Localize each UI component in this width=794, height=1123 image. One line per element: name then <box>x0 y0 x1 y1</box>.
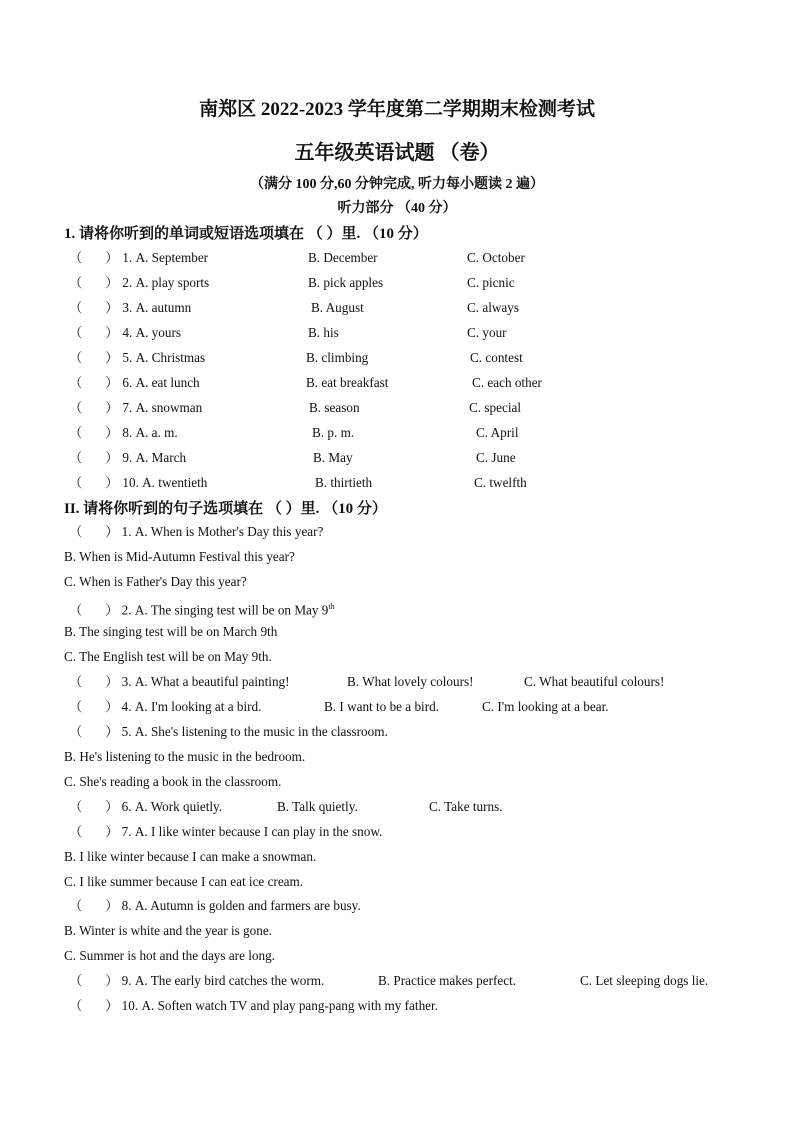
q2-2-option-c: C. The English test will be on May 9th. <box>64 649 272 664</box>
exam-subtitle: 五年级英语试题 （卷） <box>294 142 500 164</box>
q1-8-line <box>69 423 769 443</box>
answer-paren-open: （ <box>69 824 83 839</box>
q2-10-option-a: 10. A. Soften watch TV and play pang-pang with my father. <box>121 998 438 1013</box>
q2-2-line <box>69 597 335 617</box>
q1-option-b: B. eat breakfast <box>306 375 389 390</box>
q2-6-line <box>69 797 769 817</box>
answer-paren-open: （ <box>69 699 83 714</box>
answer-paren-close: ） <box>105 724 119 739</box>
q1-option-c: C. special <box>469 400 522 415</box>
q2-5-line <box>69 722 388 742</box>
answer-paren-open: （ <box>69 898 83 913</box>
q1-option-a: 8. A. a. m. <box>122 425 178 440</box>
q2-1-option-c: C. When is Father's Day this year? <box>64 574 247 589</box>
q2-7-line <box>69 822 382 842</box>
q1-2-line <box>69 273 769 293</box>
q2-9-option-c: C. Let sleeping dogs lie. <box>580 973 709 988</box>
q1-option-a: 2. A. play sports <box>122 275 210 290</box>
q2-8-option-a: 8. A. Autumn is golden and farmers are busy. <box>121 898 361 913</box>
answer-paren-open: （ <box>69 350 83 365</box>
q1-option-c: C. October <box>467 250 525 265</box>
q2-7-option-c: C. I like summer because I can eat ice cream. <box>64 874 304 889</box>
q1-option-a: 10. A. twentieth <box>122 475 208 490</box>
q2-8-option-b: B. Winter is white and the year is gone. <box>64 923 272 938</box>
q2-1-option-a: 1. A. When is Mother's Day this year? <box>121 524 324 539</box>
answer-paren-close: ） <box>105 799 119 814</box>
q1-option-b: B. December <box>308 250 378 265</box>
q2-6-option-c: C. Take turns. <box>429 799 503 814</box>
q2-5-option-c: C. She's reading a book in the classroom. <box>64 774 282 789</box>
exam-title: 南郑区 2022-2023 学年度第二学期期末检测考试 <box>199 99 595 120</box>
q2-9-line <box>69 971 769 991</box>
q2-4-option-c: C. I'm looking at a bear. <box>482 699 609 714</box>
answer-paren-close: ） <box>105 475 119 490</box>
q2-3-option-c: C. What beautiful colours! <box>524 674 665 689</box>
q2-4-line <box>69 697 769 717</box>
q2-3-option-a: 3. A. What a beautiful painting! <box>121 674 290 689</box>
answer-paren-open: （ <box>69 325 83 340</box>
q2-1-option-b: B. When is Mid-Autumn Festival this year? <box>64 549 295 564</box>
q1-6-line <box>69 373 769 393</box>
q1-option-c: C. twelfth <box>474 475 527 490</box>
q2-9-option-b: B. Practice makes perfect. <box>378 973 517 988</box>
section-2-heading: II. 请将你听到的句子选项填在 （ ）里. （10 分） <box>64 501 387 517</box>
q2-5-option-b: B. He's listening to the music in the bedroom. <box>64 749 306 764</box>
q1-7-line <box>69 398 769 418</box>
answer-paren-open: （ <box>69 250 83 265</box>
q1-option-b: B. season <box>309 400 360 415</box>
answer-paren-open: （ <box>69 998 83 1013</box>
answer-paren-close: ） <box>105 250 119 265</box>
answer-paren-open: （ <box>69 602 83 618</box>
q1-option-c: C. your <box>467 325 507 340</box>
q1-option-a: 7. A. snowman <box>122 400 203 415</box>
q2-10-line <box>69 996 438 1016</box>
q1-option-b: B. climbing <box>306 350 369 365</box>
q2-2-option-a: 2. A. The singing test will be on May 9 <box>121 602 329 618</box>
answer-paren-close: ） <box>105 998 119 1013</box>
q1-option-b: B. thirtieth <box>315 475 373 490</box>
answer-paren-open: （ <box>69 275 83 290</box>
answer-paren-open: （ <box>69 724 83 739</box>
answer-paren-close: ） <box>105 602 119 618</box>
q2-7-option-a: 7. A. I like winter because I can play in the snow. <box>121 824 383 839</box>
q1-option-a: 1. A. September <box>122 250 209 265</box>
q1-9-line <box>69 448 769 468</box>
answer-paren-open: （ <box>69 524 83 539</box>
q1-10-line <box>69 473 769 493</box>
q1-option-b: B. May <box>313 450 353 465</box>
answer-paren-close: ） <box>105 275 119 290</box>
answer-paren-open: （ <box>69 450 83 465</box>
q1-option-a: 9. A. March <box>122 450 187 465</box>
answer-paren-close: ） <box>105 699 119 714</box>
answer-paren-close: ） <box>105 524 119 539</box>
answer-paren-open: （ <box>69 300 83 315</box>
q1-4-line <box>69 323 769 343</box>
answer-paren-open: （ <box>69 400 83 415</box>
answer-paren-close: ） <box>105 450 119 465</box>
q1-1-line <box>69 248 769 268</box>
q1-option-c: C. contest <box>470 350 523 365</box>
answer-paren-close: ） <box>105 400 119 415</box>
q1-option-c: C. each other <box>472 375 542 390</box>
q1-option-c: C. always <box>467 300 520 315</box>
q2-7-option-b: B. I like winter because I can make a snowman. <box>64 849 317 864</box>
q2-9-option-a: 9. A. The early bird catches the worm. <box>121 973 325 988</box>
q2-3-line <box>69 672 769 692</box>
q2-6-option-b: B. Talk quietly. <box>277 799 358 814</box>
answer-paren-close: ） <box>105 300 119 315</box>
answer-paren-close: ） <box>105 824 119 839</box>
answer-paren-open: （ <box>69 475 83 490</box>
ordinal-superscript: th <box>328 602 335 611</box>
q2-2-option-b: B. The singing test will be on March 9th <box>64 624 278 639</box>
q1-option-a: 6. A. eat lunch <box>122 375 200 390</box>
q2-8-line <box>69 896 361 916</box>
q1-option-b: B. August <box>311 300 364 315</box>
q2-5-option-a: 5. A. She's listening to the music in the classroom. <box>121 724 388 739</box>
q2-8-option-c: C. Summer is hot and the days are long. <box>64 948 275 963</box>
q2-4-option-b: B. I want to be a bird. <box>324 699 439 714</box>
answer-paren-close: ） <box>105 325 119 340</box>
q1-option-a: 4. A. yours <box>122 325 181 340</box>
q1-3-line <box>69 298 769 318</box>
q2-3-option-b: B. What lovely colours! <box>347 674 474 689</box>
q2-6-option-a: 6. A. Work quietly. <box>121 799 223 814</box>
answer-paren-open: （ <box>69 799 83 814</box>
q1-option-b: B. pick apples <box>308 275 384 290</box>
q1-option-a: 3. A. autumn <box>122 300 192 315</box>
q1-option-a: 5. A. Christmas <box>122 350 206 365</box>
q1-option-c: C. June <box>476 450 516 465</box>
q1-option-b: B. p. m. <box>312 425 355 440</box>
exam-note: （满分 100 分,60 分钟完成, 听力每小题读 2 遍） <box>250 177 544 192</box>
q1-option-b: B. his <box>308 325 339 340</box>
q2-1-line <box>69 522 323 542</box>
section-1-heading: 1. 请将你听到的单词或短语选项填在 （ ）里. （10 分） <box>64 226 428 242</box>
answer-paren-close: ） <box>105 375 119 390</box>
answer-paren-close: ） <box>105 973 119 988</box>
q1-option-c: C. April <box>476 425 519 440</box>
answer-paren-open: （ <box>69 425 83 440</box>
answer-paren-close: ） <box>105 350 119 365</box>
answer-paren-close: ） <box>105 898 119 913</box>
answer-paren-open: （ <box>69 375 83 390</box>
answer-paren-close: ） <box>105 674 119 689</box>
q1-option-c: C. picnic <box>467 275 515 290</box>
q1-5-line <box>69 348 769 368</box>
answer-paren-open: （ <box>69 674 83 689</box>
answer-paren-close: ） <box>105 425 119 440</box>
q2-4-option-a: 4. A. I'm looking at a bird. <box>121 699 262 714</box>
answer-paren-open: （ <box>69 973 83 988</box>
listening-part-heading: 听力部分 （40 分） <box>337 201 457 216</box>
